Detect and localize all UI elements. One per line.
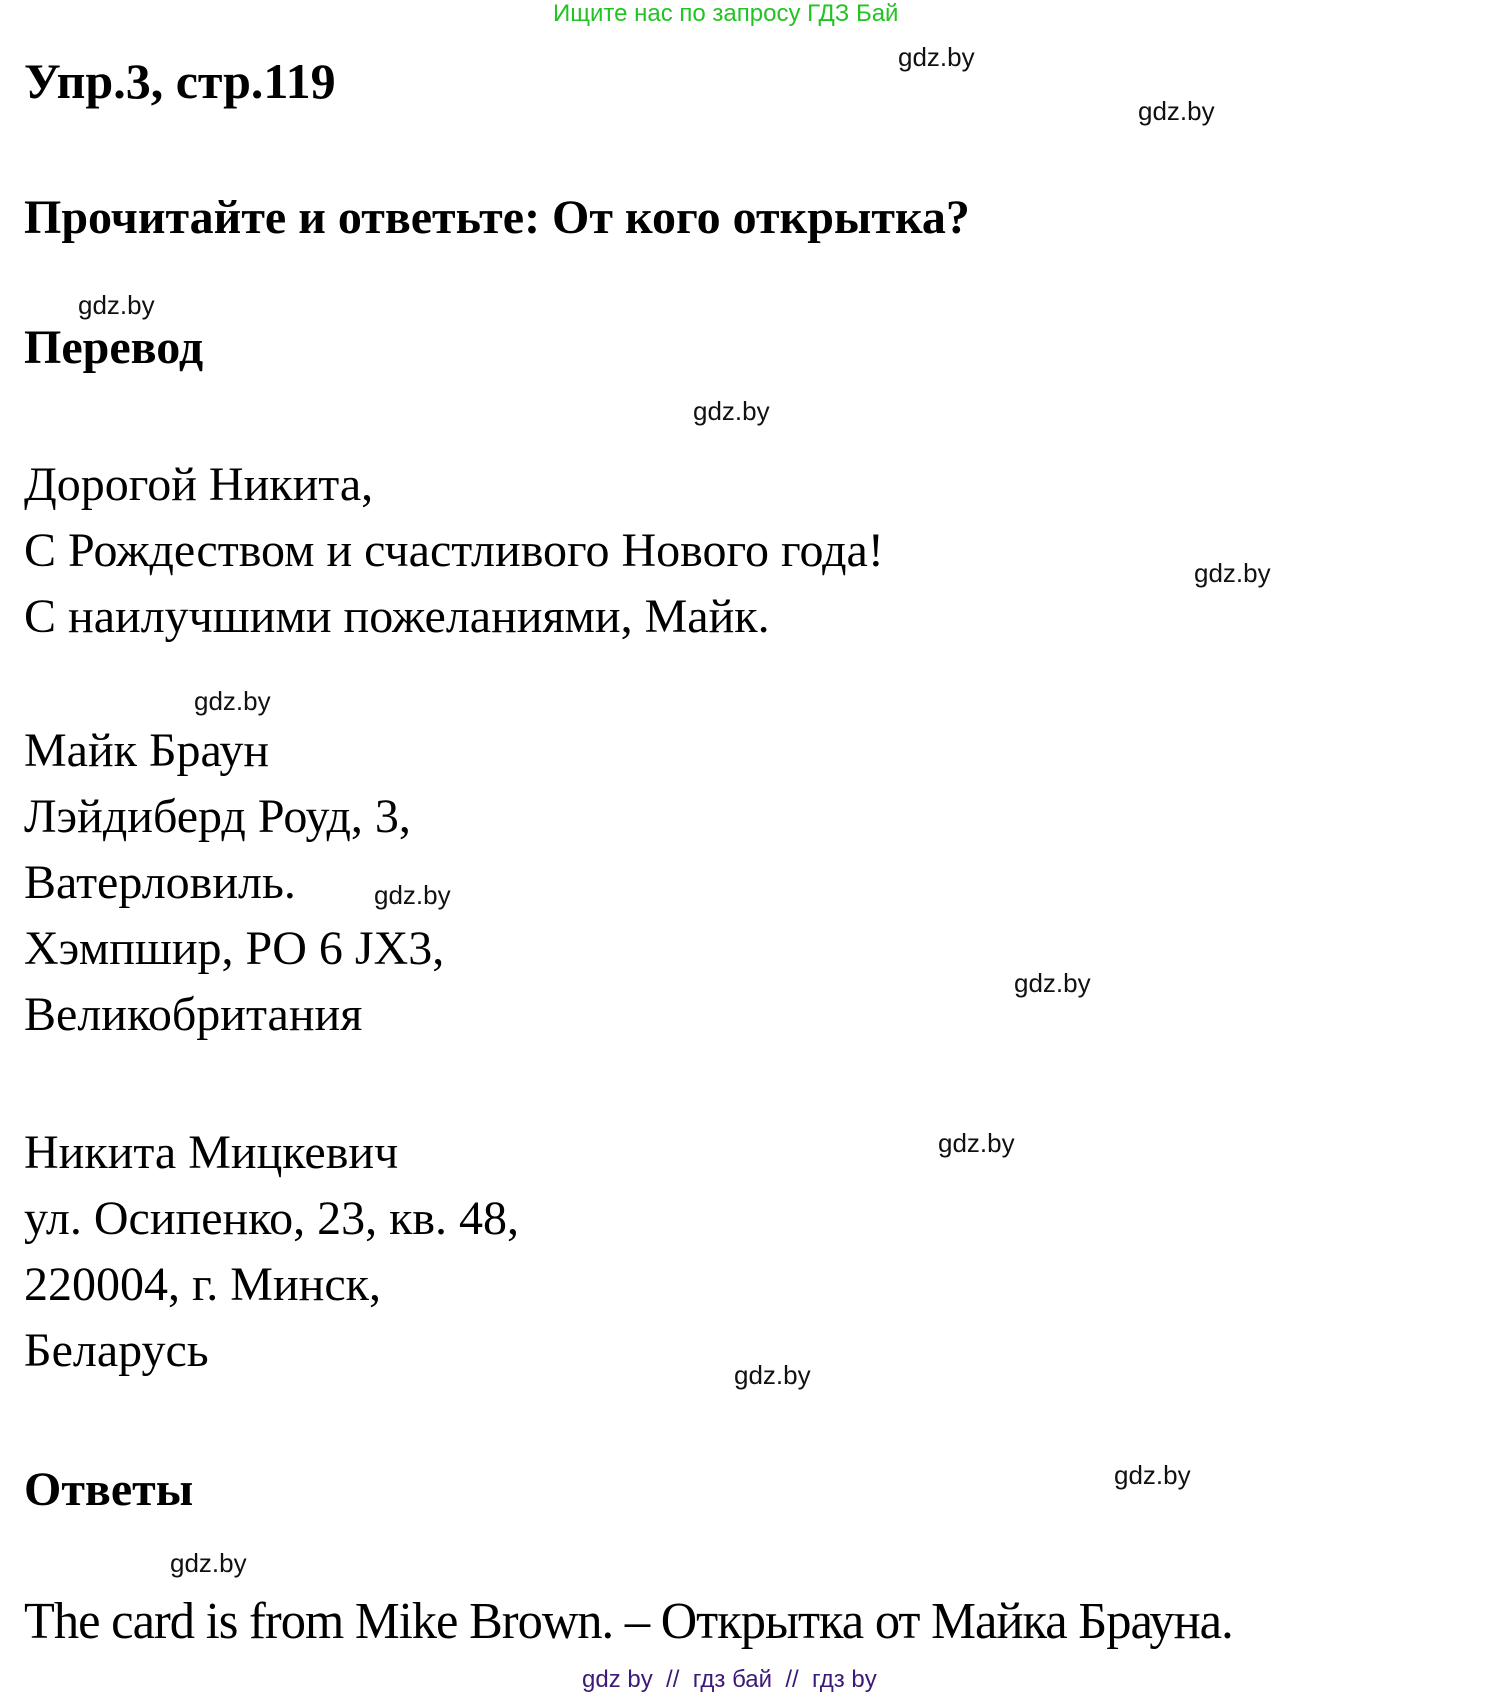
watermark: gdz.by bbox=[734, 1360, 811, 1390]
page-title: Упр.3, стр.119 bbox=[24, 53, 336, 109]
translation-heading: Перевод bbox=[24, 321, 204, 374]
address-line: ул. Осипенко, 23, кв. 48, bbox=[24, 1192, 520, 1245]
address-line: Беларусь bbox=[24, 1324, 209, 1377]
greeting-line: С Рождеством и счастливого Нового года! bbox=[24, 524, 884, 577]
greeting-line: С наилучшими пожеланиями, Майк. bbox=[24, 590, 770, 643]
greeting-line: Дорогой Никита, bbox=[24, 458, 374, 511]
answers-heading: Ответы bbox=[24, 1463, 194, 1516]
address-line: 220004, г. Минск, bbox=[24, 1258, 381, 1311]
watermark: gdz.by bbox=[938, 1128, 1015, 1158]
recipient-address bbox=[24, 1120, 519, 1384]
footer-watermark: gdz by // гдз бай // гдз by bbox=[582, 1666, 877, 1693]
address-line: Великобритания bbox=[24, 988, 363, 1041]
watermark: gdz.by bbox=[170, 1548, 247, 1578]
greeting-block bbox=[24, 452, 884, 650]
watermark: gdz.by bbox=[1194, 558, 1271, 588]
watermark: gdz.by bbox=[78, 290, 155, 320]
task-heading: Прочитайте и ответьте: От кого открытка? bbox=[24, 191, 970, 244]
search-banner: Ищите нас по запросу ГДЗ Бай bbox=[553, 0, 899, 27]
watermark: gdz.by bbox=[1014, 968, 1091, 998]
address-line: Лэйдиберд Роуд, 3, bbox=[24, 790, 411, 843]
watermark: gdz.by bbox=[693, 396, 770, 426]
watermark: gdz.by bbox=[898, 42, 975, 72]
watermark: gdz.by bbox=[1114, 1460, 1191, 1490]
address-line: Ватерловиль. bbox=[24, 856, 296, 909]
address-line: Никита Мицкевич bbox=[24, 1126, 399, 1179]
watermark: gdz.by bbox=[1138, 96, 1215, 126]
answer-text: The card is from Mike Brown. – Открытка от Майка Брауна. bbox=[24, 1593, 1233, 1650]
address-line: Хэмпшир, PO 6 JX3, bbox=[24, 922, 445, 975]
address-line: Майк Браун bbox=[24, 724, 270, 777]
watermark: gdz.by bbox=[194, 686, 271, 716]
watermark: gdz.by bbox=[374, 880, 451, 910]
